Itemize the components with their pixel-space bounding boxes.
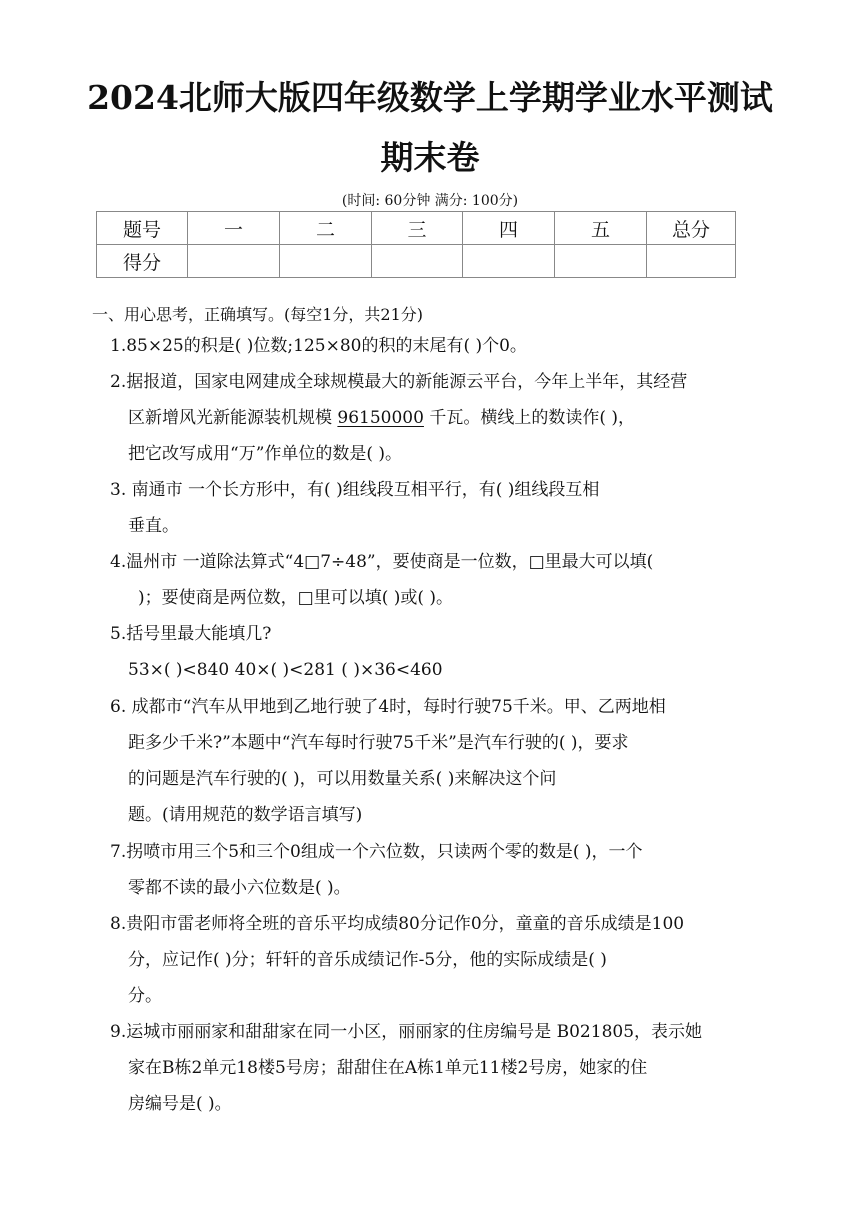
question-2: [110, 364, 770, 472]
question-7: [110, 834, 770, 906]
question-line: 3. 南通市 一个长方形中，有( )组线段互相平行，有( )组线段互相: [110, 480, 600, 500]
question-line: 4.温州市 一道除法算式“4□7÷48”，要使商是一位数，□里最大可以填(: [110, 552, 654, 572]
question-1: [110, 328, 770, 364]
question-line: 垂直。: [128, 516, 179, 536]
question-line: 把它改写成用“万”作单位的数是( )。: [128, 444, 403, 464]
question-8: [110, 906, 770, 1014]
question-line: 的问题是汽车行驶的( )，可以用数量关系( )来解决这个问: [128, 769, 557, 789]
score-blank[interactable]: [188, 245, 280, 278]
question-text: 区新增风光新能源装机规模: [128, 408, 338, 428]
section-heading: 一、用心思考，正确填写。(每空1分，共21分): [92, 305, 424, 324]
question-line: 家在B栋2单元18楼5号房；甜甜住在A栋1单元11楼2号房，她家的住: [128, 1058, 648, 1078]
question-line: 5.括号里最大能填几?: [110, 624, 272, 644]
question-line: 9.运城市丽丽家和甜甜家在同一小区，丽丽家的住房编号是 B021805，表示她: [110, 1022, 703, 1042]
table-cell: 四: [463, 212, 555, 245]
table-cell: 五: [555, 212, 647, 245]
table-row: [97, 245, 736, 278]
question-line: 53×( )<840 40×( )<281 ( )×36<460: [128, 660, 443, 680]
question-text: 千瓦。横线上的数读作( )，: [423, 408, 636, 428]
score-blank[interactable]: [372, 245, 463, 278]
question-line: 6. 成都市“汽车从甲地到乙地行驶了4时，每时行驶75千米。甲、乙两地相: [110, 697, 666, 717]
table-row: [97, 212, 736, 245]
question-line: )；要使商是两位数，□里可以填( )或( )。: [138, 588, 454, 608]
underlined-number: 96150000: [337, 408, 424, 428]
time-score-note: (时间: 60分钟 满分: 100分): [341, 193, 519, 209]
table-cell: 二: [280, 212, 372, 245]
question-line: 7.拐喷市用三个5和三个0组成一个六位数，只读两个零的数是( )，一个: [110, 842, 643, 862]
question-6: [110, 689, 770, 833]
exam-subtitle: 期末卷: [380, 138, 480, 177]
exam-title: 2024北师大版四年级数学上学期学业水平测试: [87, 78, 773, 117]
question-9: [110, 1014, 770, 1122]
question-line: [110, 400, 770, 436]
table-cell: 三: [372, 212, 463, 245]
score-blank[interactable]: [555, 245, 647, 278]
question-line: 8.贵阳市雷老师将全班的音乐平均成绩80分记作0分，童童的音乐成绩是100: [110, 914, 685, 934]
question-line: 1.85×25的积是( )位数;125×80的积的末尾有( )个0。: [110, 336, 527, 356]
question-line: 零都不读的最小六位数是( )。: [128, 878, 351, 898]
table-cell: 一: [188, 212, 280, 245]
question-line: 房编号是( )。: [128, 1094, 232, 1114]
score-blank[interactable]: [280, 245, 372, 278]
table-cell: 题号: [97, 212, 188, 245]
question-line: 2.据报道，国家电网建成全球规模最大的新能源云平台，今年上半年，其经营: [110, 372, 688, 392]
table-cell: 总分: [647, 212, 736, 245]
question-3: [110, 472, 770, 544]
score-blank[interactable]: [647, 245, 736, 278]
question-5: [110, 616, 770, 688]
score-table: [96, 211, 736, 278]
question-line: 分，应记作( )分；轩轩的音乐成绩记作-5分，他的实际成绩是( ): [128, 950, 607, 970]
question-line: 距多少千米?”本题中“汽车每时行驶75千米”是汽车行驶的( )，要求: [128, 733, 629, 753]
question-line: 分。: [128, 986, 162, 1006]
table-cell: 得分: [97, 245, 188, 278]
question-line: 题。(请用规范的数学语言填写): [128, 805, 363, 825]
score-blank[interactable]: [463, 245, 555, 278]
question-4: [110, 544, 770, 616]
